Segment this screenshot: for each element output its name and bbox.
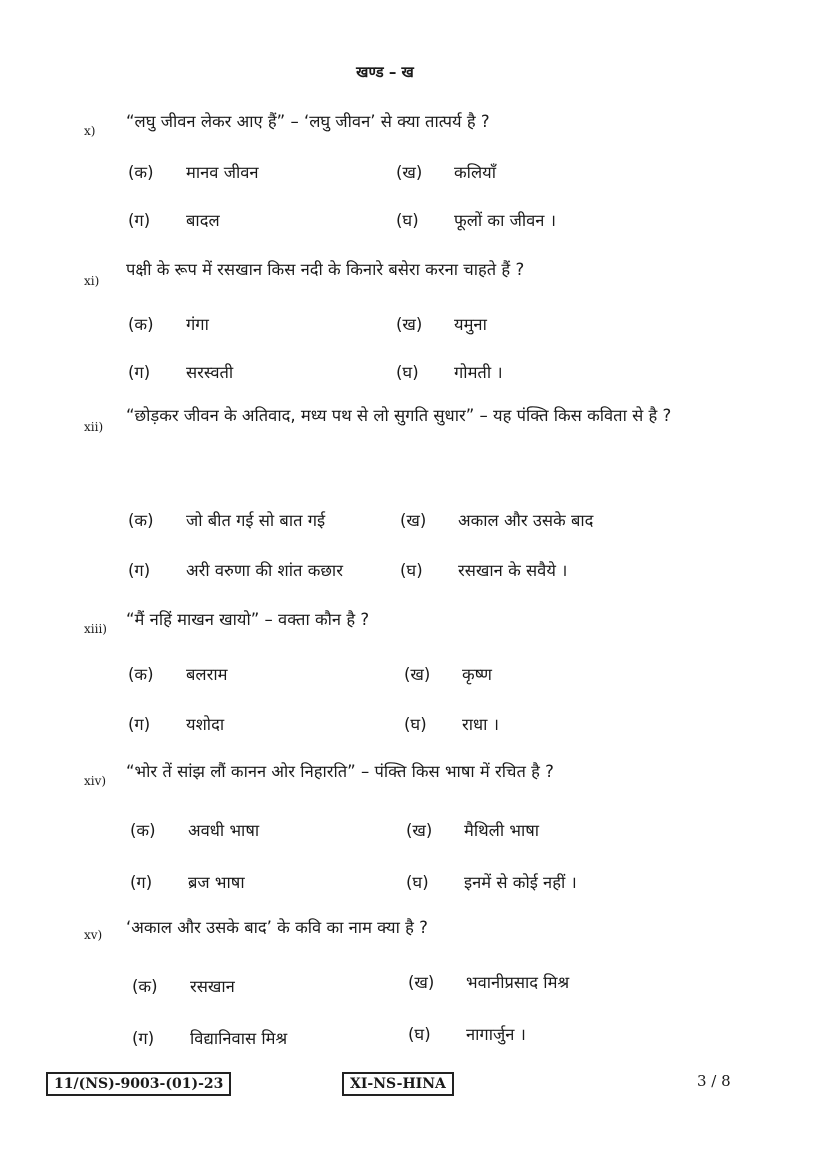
option-mark: (क) [128, 163, 154, 182]
question-text: “भोर तें सांझ लौं कानन ओर निहारति” – पंक्ति किस भाषा में रचित है ? [126, 762, 554, 781]
question-number: xv) [84, 928, 103, 942]
question-text: “मैं नहिं माखन खायो” – वक्ता कौन है ? [126, 610, 370, 629]
option-ka [128, 160, 259, 183]
option-ga [130, 870, 245, 893]
option-mark: (घ) [404, 715, 427, 734]
option-ga [128, 360, 233, 383]
option-mark: (ख) [396, 315, 423, 334]
option-gha [404, 712, 499, 735]
question-number: xiii) [84, 622, 107, 636]
option-gha [400, 558, 567, 581]
option-mark: (ग) [128, 561, 151, 580]
option-kha [406, 818, 539, 841]
question-text: पक्षी के रूप में रसखान किस नदी के किनारे बसेरा करना चाहते हैं ? [126, 260, 525, 279]
option-text: यमुना [454, 315, 487, 334]
option-ka [128, 662, 228, 685]
option-text: बलराम [186, 665, 228, 684]
option-ka [128, 508, 325, 531]
option-kha [396, 160, 496, 183]
option-text: विद्यानिवास मिश्र [190, 1029, 288, 1048]
option-kha [400, 508, 593, 531]
option-ga [132, 1026, 287, 1049]
option-mark: (घ) [396, 211, 419, 230]
question-text: ‘अकाल और उसके बाद’ के कवि का नाम क्या है ? [126, 918, 428, 937]
option-mark: (क) [130, 821, 156, 840]
page-footer [0, 1070, 827, 1100]
option-text: राधा । [462, 715, 499, 734]
option-text: गोमती । [454, 363, 503, 382]
option-text: भवानीप्रसाद मिश्र [466, 973, 570, 992]
option-kha [404, 662, 492, 685]
question-text: “लघु जीवन लेकर आए हैं” – ‘लघु जीवन’ से क्या तात्पर्य है ? [126, 112, 490, 131]
option-mark: (घ) [400, 561, 423, 580]
option-ga [128, 712, 224, 735]
option-mark: (ग) [128, 363, 151, 382]
option-mark: (घ) [408, 1025, 431, 1044]
option-mark: (ख) [406, 821, 433, 840]
option-gha [396, 208, 556, 231]
question-number: x) [84, 124, 96, 138]
option-ka [128, 312, 209, 335]
option-gha [396, 360, 503, 383]
option-mark: (क) [132, 977, 158, 996]
option-ga [128, 208, 220, 231]
option-mark: (ख) [408, 973, 435, 992]
option-text: रसखान [190, 977, 235, 996]
option-text: जो बीत गई सो बात गई [186, 511, 326, 530]
option-text: नागार्जुन । [466, 1025, 526, 1044]
option-gha [408, 1022, 526, 1045]
option-mark: (घ) [396, 363, 419, 382]
option-text: अकाल और उसके बाद [458, 511, 594, 530]
option-mark: (ग) [132, 1029, 155, 1048]
section-title: खण्ड – ख [356, 63, 414, 81]
option-mark: (ग) [128, 211, 151, 230]
option-mark: (ग) [130, 873, 153, 892]
option-text: मानव जीवन [186, 163, 259, 182]
option-mark: (क) [128, 511, 154, 530]
option-mark: (क) [128, 665, 154, 684]
option-gha [406, 870, 577, 893]
option-mark: (ग) [128, 715, 151, 734]
option-text: फूलों का जीवन । [454, 211, 556, 230]
option-mark: (ख) [396, 163, 423, 182]
option-text: यशोदा [186, 715, 225, 734]
option-text: रसखान के सवैये । [458, 561, 568, 580]
option-text: मैथिली भाषा [464, 821, 540, 840]
question-number: xiv) [84, 774, 107, 788]
option-text: कलियाँ [454, 163, 496, 182]
question-number: xi) [84, 274, 100, 288]
question-number: xii) [84, 420, 104, 434]
option-kha [396, 312, 487, 335]
option-ga [128, 558, 343, 581]
option-text: सरस्वती [186, 363, 234, 382]
option-mark: (क) [128, 315, 154, 334]
option-text: इनमें से कोई नहीं । [464, 873, 577, 892]
question-text: “छोड़कर जीवन के अतिवाद, मध्य पथ से लो सुगति सुधार” – यह पंक्ति किस कविता से है ? [126, 406, 672, 425]
option-text: गंगा [186, 315, 209, 334]
option-mark: (घ) [406, 873, 429, 892]
option-text: बादल [186, 211, 220, 230]
series-code: XI-NS-HINA [342, 1072, 454, 1096]
option-text: ब्रज भाषा [188, 873, 245, 892]
page-number: 3 / 8 [697, 1072, 731, 1090]
option-mark: (ख) [404, 665, 431, 684]
option-ka [132, 974, 235, 997]
option-text: कृष्ण [462, 665, 492, 684]
option-text: अवधी भाषा [188, 821, 260, 840]
option-mark: (ख) [400, 511, 427, 530]
option-text: अरी वरुणा की शांत कछार [186, 561, 343, 580]
paper-code: 11/(NS)-9003-(01)-23 [46, 1072, 231, 1096]
option-ka [130, 818, 259, 841]
option-kha [408, 970, 569, 993]
